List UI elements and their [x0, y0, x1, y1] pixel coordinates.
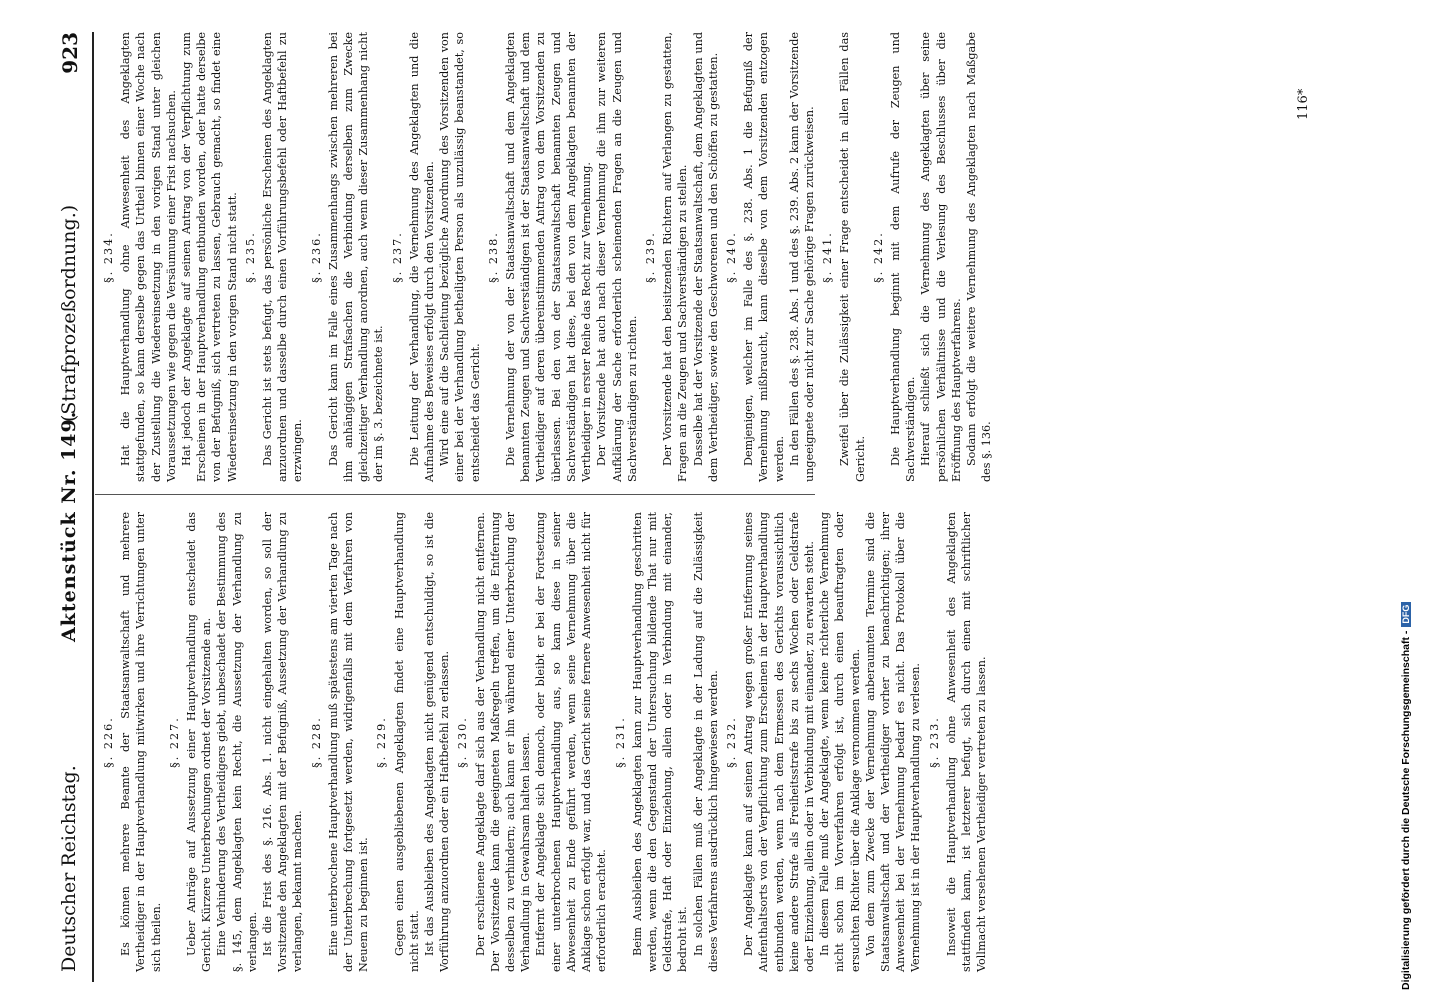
header-document-number: Aktenstück Nr. 149. [58, 410, 80, 642]
section-heading: §. 237. [390, 231, 404, 283]
paragraph: Gegen einen ausgebliebenen Angeklagten findet eine Hauptverhandlung nicht statt. [392, 512, 421, 972]
header-rule [92, 32, 94, 982]
paragraph: Zweifel über die Zulässigkeit einer Frage entscheidet in allen Fällen das Gericht. [838, 32, 867, 482]
paragraph: In solchen Fällen muß der Angeklagte in der Ladung auf die Zulässigkeit dieses Verfahrens ausdrücklich hingewiesen werden. [691, 512, 720, 972]
section-heading: §. 229. [375, 716, 389, 768]
paragraph: Hierauf schließt sich die Vernehmung des Angeklagten über seine persönlichen Verhältnisse und die Verlesung des Beschlusses über die Eröffnung des Hauptverfahrens. [919, 32, 963, 482]
left-column [98, 512, 989, 972]
header-subject: (Strafprozeßordnung.) [58, 204, 80, 422]
paragraph: Der Vorsitzende hat auch nach dieser Vernehmung die ihm zur weiteren Aufklärung der Sache erforderlich scheinenden Fragen an die Zeugen und Sachverständigen zu richten. [595, 32, 639, 482]
paragraph: Ueber Anträge auf Aussetzung einer Hauptverhandlung entscheidet das Gericht. Kürzere Unterbrechungen ordnet der Vorsitzende an. [185, 512, 214, 972]
paragraph: Von dem zum Zwecke der Vernehmung anberaumten Termine sind die Staatsanwaltschaft und der Vertheidiger vorher zu benachrichtigen; ihrer Anwesenheit bei der Vernehmung bedarf es nicht. Das Protokoll über die Vernehmung ist in der Hauptverhandlung zu verlesen. [863, 512, 923, 972]
paragraph: Hat jedoch der Angeklagte auf seinen Antrag von der Verpflichtung zum Erscheinen in der Hauptverhandlung entbunden worden, oder hatte derselbe von der Befugniß, sich vertreten zu lassen, Gebrauch gemacht, so findet eine Wiedereinsetzung in den vorigen Stand nicht statt. [180, 32, 239, 482]
paragraph: Beim Ausbleiben des Angeklagten kann zur Hauptverhandlung geschritten werden, wenn die den Gegenstand der Untersuchung bildende That nur mit Geldstrafe, Haft oder Einziehung, allein oder in Verbindung mit einander, bedroht ist. [630, 512, 690, 972]
paragraph: Der Vorsitzende hat den beisitzenden Richtern auf Verlangen zu gestatten, Fragen an die Zeugen und Sachverständigen zu stellen. [661, 32, 690, 482]
section-heading: §. 241. [821, 231, 835, 283]
paragraph: Hat die Hauptverhandlung ohne Anwesenheit des Angeklagten stattgefunden, so kann derselbe gegen das Urtheil binnen einer Woche nach der Zustellung die Wiedereinsetzung in den vorigen Stand unter gleichen Voraussetzungen wie gegen die Versäumung einer Frist nachsuchen. [119, 32, 178, 482]
paragraph: Die Leitung der Verhandlung, die Vernehmung des Angeklagten und die Aufnahme des Beweises erfolgt durch den Vorsitzenden. [407, 32, 437, 482]
paragraph: Entfernt der Angeklagte sich dennoch, oder bleibt er bei der Fortsetzung einer unterbrochenen Hauptverhandlung aus, so kann diese in seiner Abwesenheit zu Ende geführt werden, wenn seine Vernehmung über die Anklage schon erfolgt war, und das Gericht seine fernere Anwesenheit nicht für erforderlich erachtet. [534, 512, 609, 972]
paragraph: Die Hauptverhandlung beginnt mit dem Aufrufe der Zeugen und Sachverständigen. [888, 32, 918, 482]
section-heading: §. 238. [486, 231, 500, 283]
section-heading: §. 232. [724, 716, 738, 768]
paragraph: Das Gericht kann im Falle eines Zusammenhangs zwischen mehreren bei ihm anhängigen Strafsachen die Verbindung derselben zum Zwecke gleichzeitiger Verhandlung anordnen, auch wenn dieser Zusammenhang nicht der im §. 3. bezeichnete ist. [326, 32, 386, 482]
column-divider [95, 494, 815, 495]
section-heading: §. 230. [456, 716, 470, 768]
paragraph: In den Fällen des §. 238. Abs. 1 und des §. 239. Abs. 2 kann der Vorsitzende ungeeignete oder nicht zur Sache gehörige Fragen zurückweisen. [787, 32, 816, 482]
folio-mark: 116* [1296, 88, 1311, 120]
paragraph: In diesem Falle muß der Angeklagte, wenn keine richterliche Vernehmung nicht schon im Vorverfahren erfolgt ist, durch einen beauftragten oder ersuchten Richter über die Anklage vernommen werden. [818, 512, 862, 972]
section-heading: §. 242. [871, 231, 885, 283]
paragraph: Eine Verhinderung des Vertheidigers giebt, unbeschadet der Bestimmung des §. 145, dem Angeklagten kein Recht, die Aussetzung der Verhandlung zu verlangen. [215, 512, 259, 972]
paragraph: Eine unterbrochene Hauptverhandlung muß spätestens am vierten Tage nach der Unterbrechung fortgesetzt werden, widrigenfalls mit dem Verfahren von Neuem zu beginnen ist. [326, 512, 371, 972]
section-heading: §. 226. [102, 716, 115, 768]
paragraph: Der erschienene Angeklagte darf sich aus der Verhandlung nicht entfernen. Der Vorsitzende kann die geeigneten Maßregeln treffen, um die Entfernung desselben zu verhindern; auch kann er ihn während einer Unterbrechung der Verhandlung in Gewahrsam halten lassen. [473, 512, 533, 972]
header-left: Deutscher Reichstag. [58, 765, 80, 972]
digitization-credit-text: Digitalisierung gefördert durch die Deutsche Forschungsgemeinschaft - [1400, 630, 1412, 990]
paragraph: Dasselbe hat der Vorsitzende der Staatsanwaltschaft, dem Angeklagten und dem Vertheidiger, sowie den Geschworenen und den Schöffen zu gestatten. [691, 32, 720, 482]
dfg-logo: DFG [1401, 602, 1411, 627]
paragraph: Ist die Frist des §. 216. Abs. 1. nicht eingehalten worden, so soll der Vorsitzende den Angeklagten mit der Befugniß, Aussetzung der Verhandlung zu verlangen, bekannt machen. [261, 512, 305, 972]
paragraph: Wird eine auf die Sachleitung bezügliche Anordnung des Vorsitzenden von einer bei der Verhandlung betheiligten Person als unzulässig beanstandet, so entscheidet das Gericht. [438, 32, 482, 482]
paragraph: Das Gericht ist stets befugt, das persönliche Erscheinen des Angeklagten anzuordnen und dasselbe durch einen Vorführungsbefehl oder Haftbefehl zu erzwingen. [261, 32, 305, 482]
paragraph: Demjenigen, welcher im Falle des §. 238. Abs. 1 die Befugniß der Vernehmung mißbraucht, kann dieselbe von dem Vorsitzenden entzogen werden. [742, 32, 786, 482]
section-heading: §. 235. [243, 231, 257, 283]
paragraph: Insoweit die Hauptverhandlung ohne Anwesenheit des Angeklagten stattfinden kann, ist letzterer befugt, sich durch einen mit schriftlicher Vollmacht versehenen Vertheidiger vertreten zu lassen. [944, 512, 989, 972]
section-heading: §. 231. [613, 716, 627, 768]
section-heading: §. 239. [643, 231, 657, 283]
section-heading: §. 240. [724, 231, 738, 283]
paragraph: Die Vernehmung der von der Staatsanwaltschaft und dem Angeklagten benannten Zeugen und Sachverständigen ist der Staatsanwaltschaft und dem Vertheidiger auf deren übereinstimmenden Antrag von dem Vorsitzenden zu überlassen. Bei den von der Staatsanwaltschaft benannten Zeugen und Sachverständigen hat diese, bei den von dem Angeklagten benannten der Vertheidiger in erster Reihe das Recht zur Vernehmung. [504, 32, 594, 482]
paragraph: Sodann erfolgt die weitere Vernehmung des Angeklagten nach Maßgabe des §. 136. [964, 32, 994, 482]
right-column [98, 32, 994, 482]
paragraph: Ist das Ausbleiben des Angeklagten nicht genügend entschuldigt, so ist die Vorführung anzuordnen oder ein Haftbefehl zu erlassen. [423, 512, 452, 972]
paragraph: Es können mehrere Beamte der Staatsanwaltschaft und mehrere Vertheidiger in der Hauptverhandlung mitwirken und ihre Verrichtungen unter sich theilen. [119, 512, 163, 972]
page-header [54, 32, 90, 982]
page-number: 923 [58, 32, 82, 74]
section-heading: §. 233. [927, 716, 941, 768]
section-heading: §. 234. [102, 231, 115, 283]
section-heading: §. 227. [167, 716, 181, 768]
section-heading: §. 228. [309, 716, 323, 768]
paragraph: Der Angeklagte kann auf seinen Antrag wegen großer Entfernung seines Aufenthaltsorts von der Verpflichtung zum Erscheinen in der Hauptverhandlung entbunden werden, wenn nach dem Ermessen des Gerichts voraussichtlich keine andere Strafe als Freiheitsstrafe bis zu sechs Wochen oder Geldstrafe oder Einziehung, allein oder in Verbindung mit einander, zu erwarten steht. [742, 512, 816, 972]
section-heading: §. 236. [309, 231, 323, 283]
digitization-credit [1400, 602, 1412, 990]
